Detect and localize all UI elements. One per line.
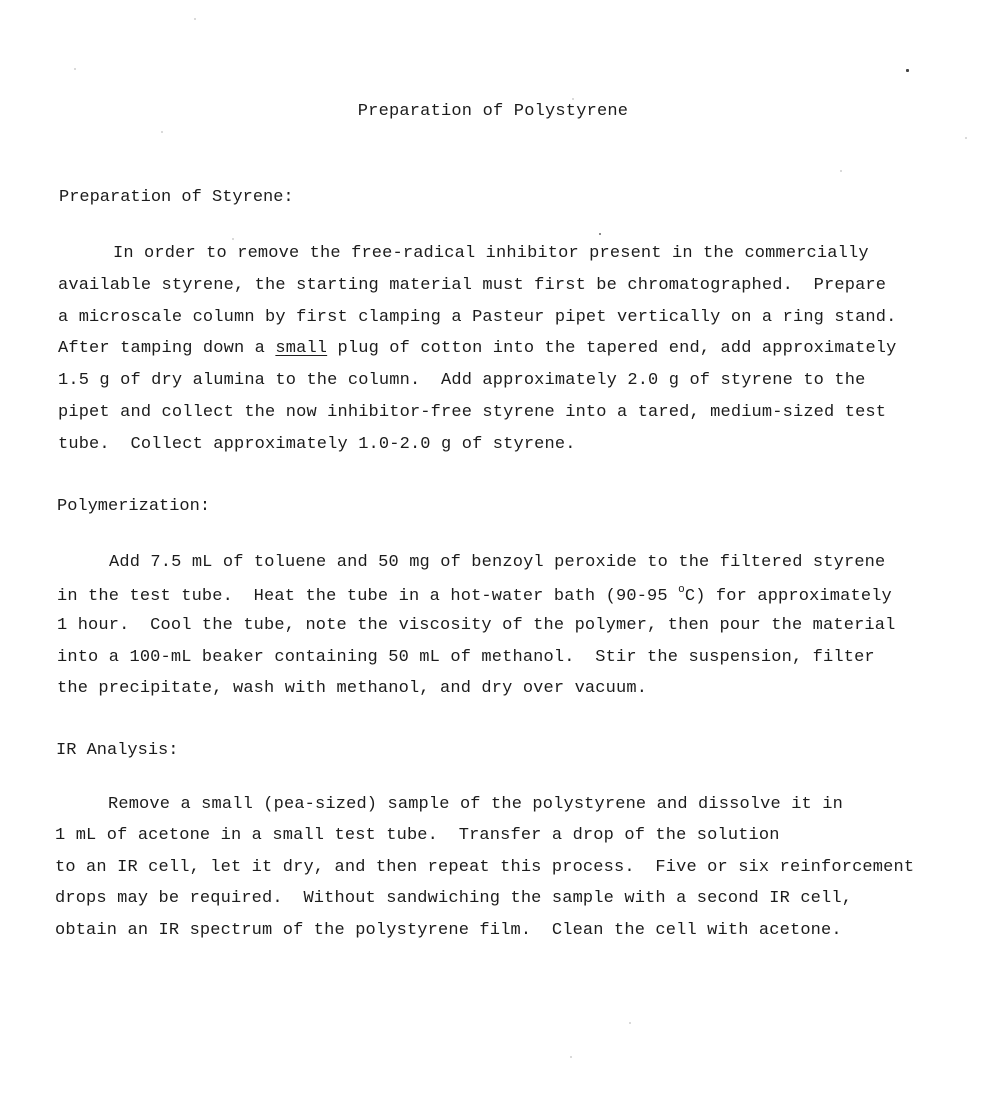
scan-speck	[572, 98, 574, 100]
underlined-word: small	[275, 339, 328, 358]
section-heading-polymerization: Polymerization:	[57, 497, 211, 516]
scan-speck	[232, 238, 234, 240]
page-title: Preparation of Polystyrene	[357, 102, 629, 121]
line-text: C) for approximately	[684, 587, 892, 606]
section-heading-ir-analysis: IR Analysis:	[56, 741, 179, 760]
scan-speck	[906, 69, 909, 72]
line-text: plug of cotton into the tapered end, add approximately	[327, 339, 897, 358]
paragraph-line: 1 mL of acetone in a small test tube. Transfer a drop of the solution	[55, 826, 780, 845]
paragraph-line: a microscale column by first clamping a Pasteur pipet vertically on a ring stand.	[58, 308, 897, 327]
scan-speck	[599, 233, 601, 235]
scan-speck	[629, 1022, 631, 1024]
scan-speck	[194, 18, 196, 20]
section-heading-styrene: Preparation of Styrene:	[59, 188, 294, 207]
paragraph-line: tube. Collect approximately 1.0-2.0 g of styrene.	[58, 435, 576, 454]
paragraph-line: obtain an IR spectrum of the polystyrene film. Clean the cell with acetone.	[55, 921, 842, 940]
paragraph-line: Remove a small (pea-sized) sample of the polystyrene and dissolve it in	[108, 795, 843, 814]
scan-speck	[840, 170, 842, 172]
paragraph-line: available styrene, the starting material must first be chromatographed. Prepare	[58, 276, 887, 295]
paragraph-line: to an IR cell, let it dry, and then repeat this process. Five or six reinforcement	[55, 858, 915, 877]
line-text: After tamping down a	[58, 339, 276, 358]
line-text: in the test tube. Heat the tube in a hot-water bath (90-95	[57, 587, 679, 606]
scan-speck	[161, 131, 163, 133]
paragraph-line: pipet and collect the now inhibitor-free styrene into a tared, medium-sized test	[58, 403, 887, 422]
paragraph-line	[57, 584, 892, 606]
paragraph-line: into a 100-mL beaker containing 50 mL of methanol. Stir the suspension, filter	[57, 648, 875, 667]
scan-speck	[570, 1056, 572, 1058]
paragraph-line: 1.5 g of dry alumina to the column. Add approximately 2.0 g of styrene to the	[58, 371, 866, 390]
scan-speck	[74, 68, 76, 70]
paragraph-line: In order to remove the free-radical inhibitor present in the commercially	[113, 244, 869, 263]
scan-speck	[965, 137, 967, 139]
paragraph-line: drops may be required. Without sandwiching the sample with a second IR cell,	[55, 889, 853, 908]
degree-superscript: o	[678, 584, 685, 596]
paragraph-line: the precipitate, wash with methanol, and dry over vacuum.	[57, 679, 648, 698]
paragraph-line: Add 7.5 mL of toluene and 50 mg of benzoyl peroxide to the filtered styrene	[109, 553, 886, 572]
paragraph-line: 1 hour. Cool the tube, note the viscosity of the polymer, then pour the material	[57, 616, 896, 635]
paragraph-line	[58, 339, 897, 358]
